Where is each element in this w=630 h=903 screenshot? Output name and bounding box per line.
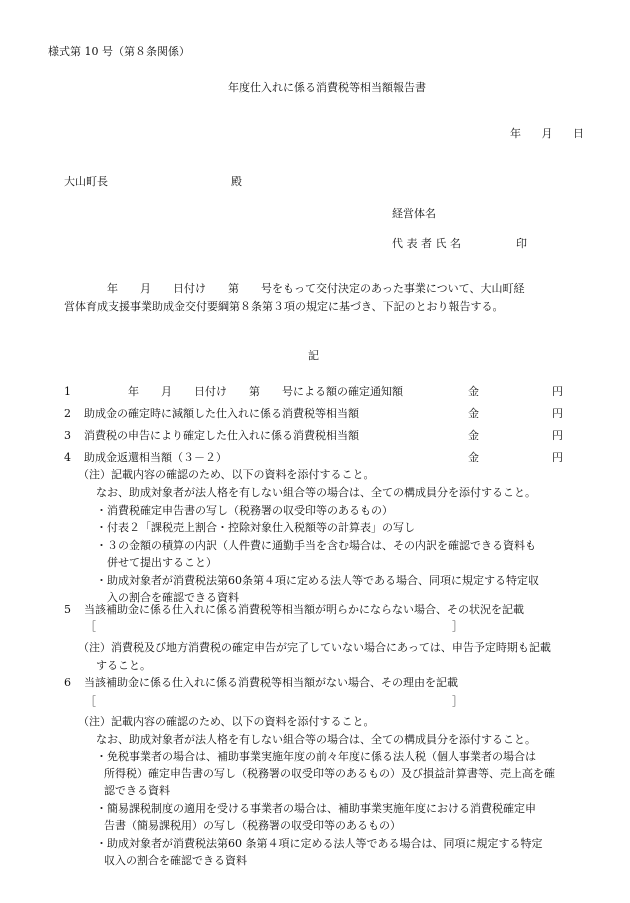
en-label: 円: [552, 451, 563, 464]
item-number: 1: [64, 385, 71, 398]
note-bullet-cont: 所得税）確定申告書の写し（税務署の収受印等のあるもの）及び損益計算書等、売上高を確: [104, 767, 555, 780]
note-bullet: ・簡易課税制度の適用を受ける事業者の場合は、補助事業実施年度における消費税確定申: [96, 802, 536, 815]
en-label: 円: [552, 407, 563, 420]
item-text: 消費税の申告により確定した仕入れに係る消費税相当額: [84, 429, 359, 442]
note-bullet: ・消費税確定申告書の写し（税務署の収受印等のあるもの）: [96, 504, 393, 517]
note-bullet: ・免税事業者の場合は、補助事業実施年度の前々年度に係る法人税（個人事業者の場合は: [96, 750, 536, 763]
note-bullet: ・助成対象者が消費税法第60 条第４項に定める法人等である場合は、同項に規定する特定: [96, 837, 543, 850]
note-bullet-cont: 収入の割合を確認できる資料: [104, 854, 247, 867]
intro-line-2: 営体育成支援事業助成金交付要綱第８条第３項の規定に基づき、下記のとおり報告する。: [64, 300, 504, 313]
bracket-open: ［: [85, 620, 96, 633]
item-text: 当該補助金に係る仕入れに係る消費税等相当額が明らかにならない場合、その状況を記載: [84, 603, 524, 616]
document-title: 年度仕入れに係る消費税等相当額報告書: [228, 81, 426, 94]
note-bullet-cont: 併せて提出すること）: [107, 556, 217, 569]
item-number: 5: [64, 603, 71, 616]
item-number: 4: [64, 451, 71, 464]
addressee-mayor: 大山町長: [64, 175, 108, 188]
note-cont: すること。: [96, 659, 151, 672]
kin-label: 金: [468, 385, 479, 398]
note-lead: （注）消費税及び地方消費税の確定申告が完了していない場合にあっては、申告予定時期も記載: [78, 641, 551, 654]
note-bullet-cont: 認できる資料: [104, 784, 170, 797]
note-bullet-cont: 告書（簡易課税用）の写し（税務署の収受印等のあるもの）: [104, 819, 401, 832]
business-name-label: 経営体名: [392, 207, 436, 220]
intro-line-1: 年 月 日付け 第 号をもって交付決定のあった事業について、大山町経: [107, 282, 525, 295]
item-text: 助成金返還相当額（３－２）: [84, 451, 227, 464]
en-label: 円: [552, 429, 563, 442]
bracket-close: ］: [452, 695, 463, 708]
item-number: 3: [64, 429, 71, 442]
item-text: 助成金の確定時に減額した仕入れに係る消費税等相当額: [84, 407, 359, 420]
note-bullet: ・助成対象者が消費税法第60条第４項に定める法人等である場合、同項に規定する特定収: [96, 574, 539, 587]
note-lead: （注）記載内容の確認のため、以下の資料を添付すること。: [78, 715, 375, 728]
bracket-close: ］: [452, 620, 463, 633]
note-bullet-cont: 入の割合を確認できる資料: [107, 591, 239, 604]
item-text: 年 月 日付け 第 号による額の確定通知額: [128, 385, 403, 398]
note-lead: （注）記載内容の確認のため、以下の資料を添付すること。: [78, 468, 375, 481]
representative-label: 代 表 者 氏 名: [392, 237, 461, 250]
kin-label: 金: [468, 429, 479, 442]
item-text: 当該補助金に係る仕入れに係る消費税等相当額がない場合、その理由を記載: [84, 676, 458, 689]
kin-label: 金: [468, 451, 479, 464]
kin-label: 金: [468, 407, 479, 420]
seal-mark: 印: [516, 237, 527, 250]
ki-heading: 記: [308, 349, 319, 362]
form-number: 様式第 10 号（第８条関係）: [48, 45, 190, 58]
item-number: 6: [64, 676, 71, 689]
addressee-honorific: 殿: [231, 175, 242, 188]
note-bullet: ・３の金額の積算の内訳（人件費に通勤手当を含む場合は、その内訳を確認できる資料も: [96, 539, 536, 552]
note-sub: なお、助成対象者が法人格を有しない組合等の場合は、全ての構成員分を添付すること。: [96, 733, 536, 746]
item-number: 2: [64, 407, 71, 420]
date-field: 年 月 日: [510, 127, 584, 140]
en-label: 円: [552, 385, 563, 398]
note-bullet: ・付表２「課税売上割合・控除対象仕入税額等の計算表」の写し: [96, 521, 415, 534]
bracket-open: ［: [85, 695, 96, 708]
note-sub: なお、助成対象者が法人格を有しない組合等の場合は、全ての構成員分を添付すること。: [96, 486, 536, 499]
